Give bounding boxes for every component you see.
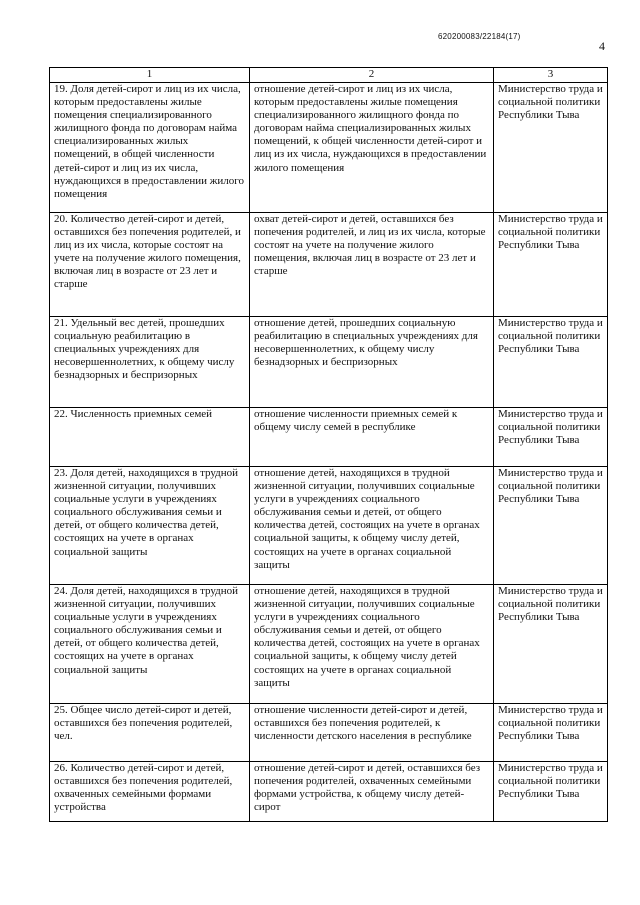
responsible-body-cell: Министерство труда и социальной политики Республики Тыва xyxy=(494,317,608,408)
indicator-name-cell: 24. Доля детей, находящихся в трудной жизненной ситуации, получивших социальные услуги в учреждениях социального обслуживания семьи и детей, от общего количества детей, состоящих на учете в органах социальной защиты xyxy=(50,585,250,704)
indicators-table xyxy=(49,67,608,822)
calculation-method-cell: отношение численности детей-сирот и детей, оставшихся без попечения родителей, к численности детского населения в республике xyxy=(250,704,494,762)
responsible-body-cell: Министерство труда и социальной политики Республики Тыва xyxy=(494,83,608,213)
table-row xyxy=(50,213,608,317)
table-row xyxy=(50,317,608,408)
indicator-name-cell: 19. Доля детей-сирот и лиц из их числа, которым предоставлены жилые помещения специализированного жилищного фонда по договорам найма специализированных жилых помещений, в общей численности детей-сирот и лиц из их числа, нуждающихся в предоставлении жилого помещения xyxy=(50,83,250,213)
calculation-method-cell: отношение детей, прошедших социальную реабилитацию в специальных учреждениях для несовершеннолетних, к общему числу безнадзорных и беспризорных xyxy=(250,317,494,408)
responsible-body-cell: Министерство труда и социальной политики Республики Тыва xyxy=(494,704,608,762)
table-row xyxy=(50,585,608,704)
page-number: 4 xyxy=(599,39,605,53)
responsible-body-cell: Министерство труда и социальной политики Республики Тыва xyxy=(494,213,608,317)
calculation-method-cell: отношение детей-сирот и детей, оставшихся без попечения родителей, охваченных семейными формами устройства, к общему числу детей-сирот xyxy=(250,762,494,822)
indicator-name-cell: 23. Доля детей, находящихся в трудной жизненной ситуации, получивших социальные услуги в учреждениях социального обслуживания семьи и детей, от общего количества детей, состоящих на учете в органах социальной защиты xyxy=(50,467,250,585)
table-header-row xyxy=(50,68,608,83)
table-row xyxy=(50,704,608,762)
indicator-name-cell: 22. Численность приемных семей xyxy=(50,408,250,467)
document-code: 620200083/22184(17) xyxy=(438,32,521,41)
responsible-body-cell: Министерство труда и социальной политики Республики Тыва xyxy=(494,585,608,704)
table-row xyxy=(50,408,608,467)
table-row xyxy=(50,83,608,213)
column-header-2: 2 xyxy=(250,68,494,83)
table-row xyxy=(50,467,608,585)
responsible-body-cell: Министерство труда и социальной политики Республики Тыва xyxy=(494,467,608,585)
indicator-name-cell: 25. Общее число детей-сирот и детей, оставшихся без попечения родителей, чел. xyxy=(50,704,250,762)
column-header-3: 3 xyxy=(494,68,608,83)
column-header-1: 1 xyxy=(50,68,250,83)
indicator-name-cell: 26. Количество детей-сирот и детей, оставшихся без попечения родителей, охваченных семейными формами устройства xyxy=(50,762,250,822)
table-row xyxy=(50,762,608,822)
calculation-method-cell: отношение детей, находящихся в трудной жизненной ситуации, получивших социальные услуги в учреждениях социального обслуживания семьи и детей, от общего количества детей, состоящих на учете в органах социальной защиты, к общему числу детей, состоящих на учете в органах социальной защиты xyxy=(250,467,494,585)
calculation-method-cell: отношение численности приемных семей к общему числу семей в республике xyxy=(250,408,494,467)
indicator-name-cell: 20. Количество детей-сирот и детей, оставшихся без попечения родителей, и лиц из их числа, которые состоят на учете на получение жилого помещения, включая лиц в возрасте от 23 лет и старше xyxy=(50,213,250,317)
calculation-method-cell: охват детей-сирот и детей, оставшихся без попечения родителей, и лиц из их числа, которые состоят на учете на получение жилого помещения, включая лиц в возрасте от 23 лет и старше xyxy=(250,213,494,317)
responsible-body-cell: Министерство труда и социальной политики Республики Тыва xyxy=(494,408,608,467)
indicator-name-cell: 21. Удельный вес детей, прошедших социальную реабилитацию в специальных учреждениях для несовершеннолетних, к общему числу безнадзорных и беспризорных xyxy=(50,317,250,408)
calculation-method-cell: отношение детей, находящихся в трудной жизненной ситуации, получивших социальные услуги в учреждениях социального обслуживания семьи и детей, от общего количества детей, состоящих на учете в органах социальной защиты, к общему числу детей состоящих на учете в органах социальной защиты xyxy=(250,585,494,704)
responsible-body-cell: Министерство труда и социальной политики Республики Тыва xyxy=(494,762,608,822)
calculation-method-cell: отношение детей-сирот и лиц из их числа, которым предоставлены жилые помещения специализированного жилищного фонда по договорам найма специализированных жилых помещений, к общей численности детей-сирот и лиц из их числа, нуждающихся в предоставлении жилого помещения xyxy=(250,83,494,213)
